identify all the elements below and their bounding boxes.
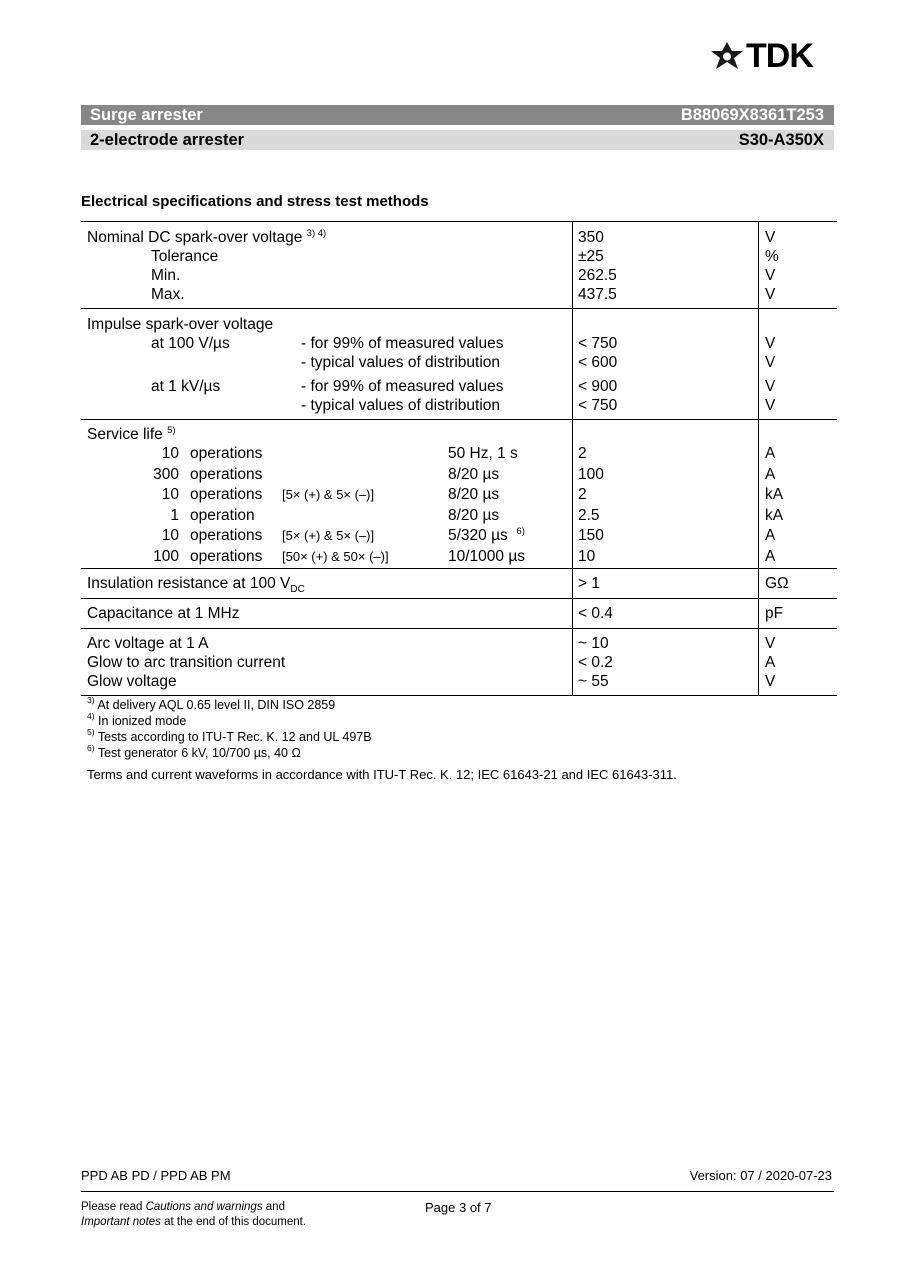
capacitance-value: < 0.4 <box>578 605 613 622</box>
impulse-desc-3: - for 99% of measured values <box>301 378 504 395</box>
service-life-sup: 5) <box>167 425 176 436</box>
section-title: Electrical specifications and stress test methods <box>81 193 429 210</box>
nominal-dc-group <box>81 222 837 309</box>
service-value: 2 <box>578 445 587 462</box>
impulse-rate-100: at 100 V/µs <box>151 335 230 352</box>
header-bar-product <box>81 105 834 125</box>
footnote-4: $^{4)}$ In ionized mode <box>87 711 187 728</box>
tolerance-unit: % <box>765 248 779 265</box>
logo-text: TDK <box>746 37 813 75</box>
impulse-unit-2: V <box>765 354 776 371</box>
insulation-value: > 1 <box>578 575 600 592</box>
arc-voltage-label: Arc voltage at 1 A <box>87 635 209 652</box>
service-unit: A <box>765 445 776 462</box>
service-unit: A <box>765 547 776 565</box>
impulse-label: Impulse spark-over voltage <box>87 316 274 333</box>
tolerance-value: ±25 <box>578 248 604 265</box>
footnote-3: $^{3)}$ At delivery AQL 0.65 level II, DIN ISO 2859 <box>87 695 336 712</box>
impulse-rate-1k: at 1 kV/µs <box>151 378 221 395</box>
impulse-value-1: < 750 <box>578 335 618 352</box>
service-row: 100 operations [50× (+) & 50× (–)] 10/1000 µs <box>153 547 526 565</box>
glow-arc-label: Glow to arc transition current <box>87 654 286 671</box>
service-life-group <box>81 420 837 569</box>
service-life-label: Service life <box>87 426 163 443</box>
service-unit: A <box>765 527 776 544</box>
glow-arc-unit: A <box>765 654 776 671</box>
impulse-unit-3: V <box>765 378 776 395</box>
tdk-logo <box>710 37 813 75</box>
service-value: 150 <box>578 527 604 544</box>
arc-voltage-unit: V <box>765 635 776 652</box>
capacitance-unit: pF <box>765 605 784 622</box>
insulation-row <box>81 569 837 599</box>
min-label: Min. <box>151 267 181 284</box>
header-bar-model <box>81 130 834 150</box>
service-value: 10 <box>578 547 596 565</box>
footnote-6: $^{6)}$ Test generator 6 kV, 10/700 µs, 40 Ω <box>87 743 301 760</box>
service-row: 10 operations [5× (+) & 5× (–)] 5/320 µs $^{6)}$ <box>161 526 525 544</box>
tdk-logo-icon <box>710 41 744 71</box>
impulse-value-3: < 900 <box>578 378 618 395</box>
service-value: 2.5 <box>578 506 600 524</box>
service-row: 10 operations 50 Hz, 1 s <box>161 445 518 462</box>
impulse-desc-1: - for 99% of measured values <box>301 335 504 352</box>
nominal-label: Nominal DC spark-over voltage <box>87 229 303 246</box>
service-unit: A <box>765 465 776 483</box>
service-row: 1 operation 8/20 µs <box>170 506 500 524</box>
max-value: 437.5 <box>578 286 617 303</box>
tolerance-label: Tolerance <box>151 248 219 265</box>
model-number: S30-A350X <box>738 131 824 149</box>
max-label: Max. <box>151 286 185 303</box>
service-unit: kA <box>765 506 784 524</box>
part-number: B88069X8361T253 <box>680 106 824 124</box>
service-row: 300 operations 8/20 µs <box>153 465 500 483</box>
impulse-value-4: < 750 <box>578 397 618 414</box>
insulation-label: Insulation resistance at 100 V <box>87 575 291 592</box>
footer-department: PPD AB PD / PPD AB PM <box>81 1168 231 1183</box>
service-unit: kA <box>765 486 784 503</box>
arc-group <box>81 629 837 696</box>
nominal-sup: 3) 4) <box>306 228 327 239</box>
impulse-unit-4: V <box>765 397 776 414</box>
spec-table <box>81 221 837 696</box>
glow-voltage-value: ~ 55 <box>578 673 609 690</box>
capacitance-row <box>81 599 837 629</box>
glow-arc-value: < 0.2 <box>578 654 613 671</box>
footnote-5: $^{5)}$ Tests according to ITU-T Rec. K. 12 and UL 497B <box>87 727 372 744</box>
glow-voltage-unit: V <box>765 673 776 690</box>
impulse-desc-2: - typical values of distribution <box>301 354 501 371</box>
max-unit: V <box>765 286 776 303</box>
page-number: Page 3 of 7 <box>425 1200 492 1215</box>
arc-voltage-value: ~ 10 <box>578 635 609 652</box>
impulse-value-2: < 600 <box>578 354 618 371</box>
insulation-sub: DC <box>290 584 305 596</box>
impulse-desc-4: - typical values of distribution <box>301 397 501 414</box>
glow-voltage-label: Glow voltage <box>87 673 177 690</box>
service-value: 2 <box>578 486 587 503</box>
terms-note: Terms and current waveforms in accordance with ITU-T Rec. K. 12; IEC 61643-21 and IEC 61643-311. <box>87 767 677 782</box>
footer-version: Version: 07 / 2020-07-23 <box>689 1168 832 1183</box>
insulation-unit: GΩ <box>765 575 789 592</box>
min-unit: V <box>765 267 776 284</box>
service-value: 100 <box>578 465 604 483</box>
service-row: 10 operations [5× (+) & 5× (–)] 8/20 µs <box>161 486 500 503</box>
footer-divider <box>81 1191 834 1192</box>
product-type: Surge arrester <box>90 106 203 124</box>
min-value: 262.5 <box>578 267 617 284</box>
footer-note: Please read Cautions and warnings and Important notes at the end of this document. <box>81 1201 307 1228</box>
nominal-unit: V <box>765 229 776 246</box>
nominal-value: 350 <box>578 229 604 246</box>
impulse-unit-1: V <box>765 335 776 352</box>
impulse-group <box>81 309 837 420</box>
capacitance-label: Capacitance at 1 MHz <box>87 605 240 622</box>
product-subtype: 2-electrode arrester <box>90 131 245 149</box>
